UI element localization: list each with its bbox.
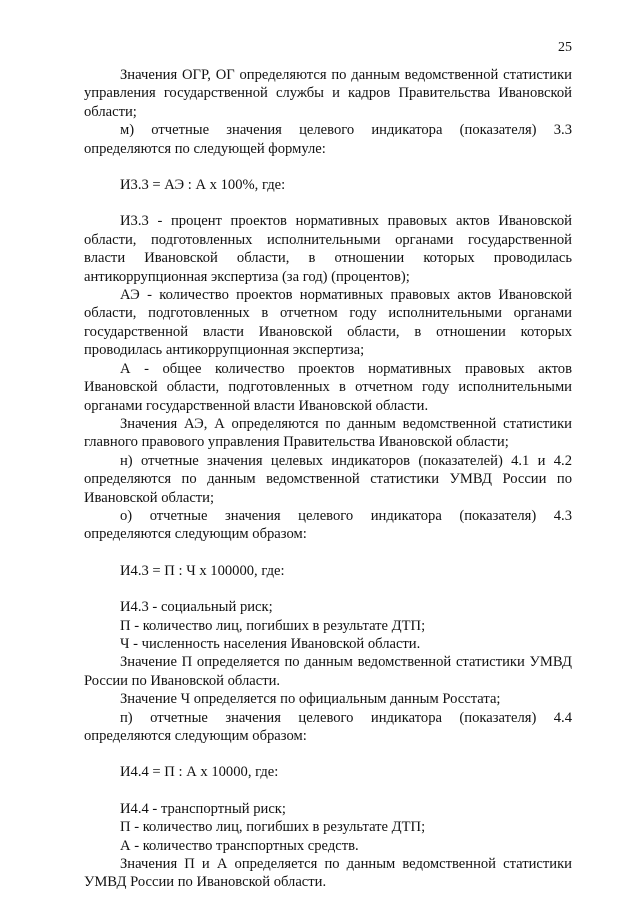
page-number: 25 — [558, 40, 572, 55]
formula-i4-4: И4.4 = П : А х 10000, где: — [120, 764, 279, 781]
formula-i3-3: И3.3 = АЭ : А х 100%, где: — [120, 177, 286, 194]
definition-i3-3: И3.3 - процент проектов нормативных правовых актов Ивановской области, подготовленных исполнительными органами государственной власти Ивановской области, в отношении которых проводилась антикоррупционная экспертиза (за год) (процентов); — [84, 213, 572, 285]
spacer — [84, 544, 572, 562]
paragraph-item-n: н) отчетные значения целевых индикаторов (показателей) 4.1 и 4.2 определяются по данным ведомственной статистики УМВД России по Ивановской области; — [84, 452, 572, 506]
paragraph-ch-source: Значение Ч определяется по официальным данным Росстата; — [120, 691, 501, 708]
definition-ae: АЭ - количество проектов нормативных правовых актов Ивановской области, подготовленных в отчетном году исполнительными органами государственной власти Ивановской области, в отношении которых проводилась антикоррупционная экспертиза; — [84, 287, 572, 359]
spacer — [84, 580, 572, 598]
definition-p-2: П - количество лиц, погибших в результате ДТП; — [120, 819, 426, 836]
spacer — [84, 745, 572, 763]
document-body — [84, 66, 572, 892]
paragraph-ogr-og: Значения ОГР, ОГ определяются по данным ведомственной статистики управления государственной службы и кадров Правительства Ивановской области; — [84, 67, 572, 120]
definition-i4-4: И4.4 - транспортный риск; — [120, 800, 286, 817]
paragraph-p-a-source: Значения П и А определяется по данным ведомственной статистики УМВД России по Ивановской области. — [84, 856, 572, 891]
paragraph-p-source: Значение П определяется по данным ведомственной статистики УМВД России по Ивановской области. — [84, 654, 572, 689]
definition-ch: Ч - численность населения Ивановской области. — [120, 635, 421, 652]
paragraph-item-o: о) отчетные значения целевого индикатора (показателя) 4.3 определяются следующим образом: — [84, 507, 572, 543]
definition-a-2: А - количество транспортных средств. — [120, 837, 359, 854]
paragraph-item-m: м) отчетные значения целевого индикатора (показателя) 3.3 определяются по следующей формуле: — [84, 122, 572, 157]
definition-p: П - количество лиц, погибших в результате ДТП; — [120, 617, 426, 634]
spacer — [84, 782, 572, 800]
formula-i4-3: И4.3 = П : Ч х 100000, где: — [120, 562, 285, 579]
spacer — [84, 194, 572, 212]
paragraph-ae-a-source: Значения АЭ, А определяются по данным ведомственной статистики главного правового управления Правительства Ивановской области; — [84, 415, 572, 451]
definition-a: А - общее количество проектов нормативных правовых актов Ивановской области, подготовленных в отчетном году исполнительными органами государственной власти Ивановской области. — [84, 360, 572, 414]
spacer — [84, 158, 572, 176]
definition-i4-3: И4.3 - социальный риск; — [120, 599, 273, 616]
paragraph-item-p: п) отчетные значения целевого индикатора (показателя) 4.4 определяются следующим образом: — [84, 709, 572, 744]
